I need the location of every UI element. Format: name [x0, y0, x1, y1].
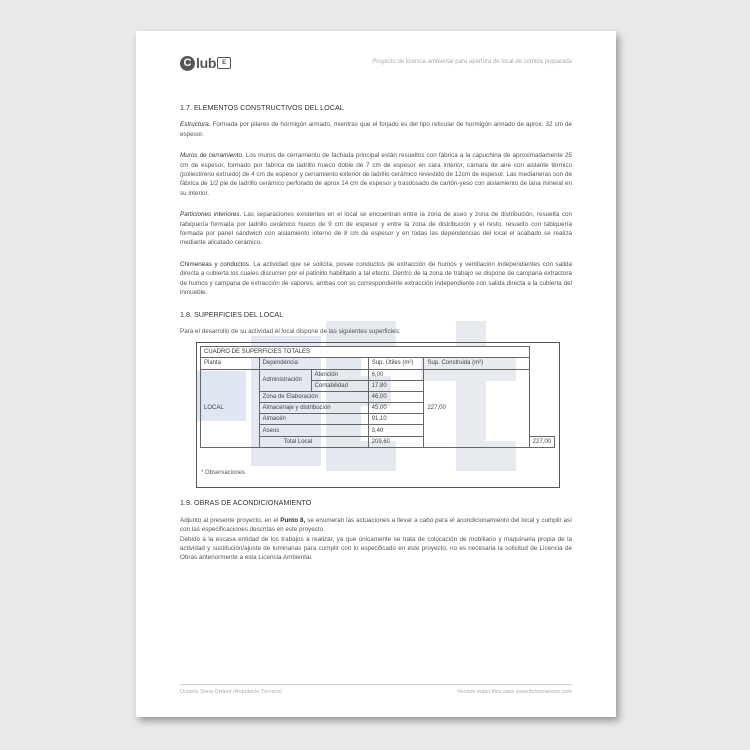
dependencia-elaboracion: Zona de Elaboración — [259, 391, 368, 402]
paragraph-particiones — [180, 210, 572, 248]
section-heading-1-8: 1.8. SUPERFICIES DEL LOCAL — [180, 309, 284, 319]
surfaces-table-box — [196, 342, 560, 488]
header-dependencia: Dependencia — [259, 358, 368, 369]
total-local-label: Total Local — [259, 436, 368, 447]
obras-1-b: se enumeran las actuaciones a llevar a cabo para el acondicionamiento del local y cumplir así con las especificaciones descritas en este proyecto. — [180, 516, 572, 534]
paragraph-superficies-intro: Para el desarrollo de su actividad el local dispone de las siguientes superficies: — [180, 327, 401, 335]
club-logo — [180, 55, 231, 71]
logo-letter: C — [180, 56, 195, 71]
header-planta: Planta — [201, 358, 260, 369]
total-utiles: 209,60 — [368, 436, 424, 447]
table-row — [201, 369, 555, 380]
utiles-contabilidad: 17,80 — [368, 380, 424, 391]
section-heading-1-7: 1.7. ELEMENTOS CONSTRUCTIVOS DEL LOCAL — [180, 103, 344, 112]
surfaces-table — [200, 346, 555, 448]
lead-estructura: Estructura. — [180, 121, 211, 129]
table-observations: * Observaciones — [201, 470, 246, 477]
table-caption-row — [201, 347, 555, 358]
text-muros: Los muros de cerramiento de fachada principal están resueltos con fábrica a la capuchina de aproximadamente 25 cm de espesor, formado por fabrica de ladrillo hueco doble de 7 cm de espesor en cara interior, cámara de aire con aislante térmico (poliestireno extruido) de 4 cm de espesor y cerramiento exterior de ladrillo cerámico revestido de 12cm de espesor. Las medianeras son de fábrica de 1/2 pie de ladrillo cerámico perforado de aprox 14 cm de espesor y trasdosado de cartón-yeso con aislamiento de lana mineral en su interior. — [180, 152, 572, 197]
utiles-aseos: 3,40 — [368, 425, 424, 436]
dependencia-contabilidad: Contabilidad — [311, 380, 368, 391]
lead-particiones: Particiones interiores. — [180, 211, 242, 219]
footer-version: Versión específica para www.fichcrearions.com — [457, 689, 572, 695]
paragraph-chimeneas — [180, 260, 572, 298]
logo-badge: E — [217, 57, 231, 69]
obras-1-bold: Punto 8, — [280, 516, 306, 524]
paragraph-estructura — [180, 120, 572, 139]
dependencia-administracion: Administración — [259, 369, 311, 391]
footer-author: Octavio Sena Orrient (Arquitecto Técnico) — [180, 689, 282, 695]
paragraph-obras-2: Debido a la escasa entidad de los trabajos a realizar, ya que únicamente se trata de colocación de mobiliario y maquinaria propia de la actividad y sustitución/ajuste de luminarias para cumplir con lo especificado en este proyecto, no es necesaria la solicitud de Licencia de Obras anteriormente a esta Licencia Ambiental. — [180, 535, 572, 562]
paragraph-obras-1 — [180, 516, 572, 535]
document-body — [180, 103, 572, 563]
dependencia-aseos: Aseos — [259, 425, 368, 436]
dependencia-almacenaje: Almacenaje y distribución — [259, 403, 368, 414]
dependencia-atencion: Atención — [311, 369, 368, 380]
header-title: Proyecto de licencia ambiental para apertura de local de comida preparada — [372, 59, 572, 65]
page-header — [180, 55, 572, 75]
text-chimeneas: La actividad que se solicita, posee conductos de extracción de humos y ventilación independientes con salida directa a cubierta los cuales discurren por el patinillo habilitado a tal efecto. Dentro de la zona de trabajo se dispone de campana extractora de humos y campana de extracción de vapores, ambas con su correspondiente extracción independiente con salida directa a la cubierta del inmueble. — [180, 260, 573, 297]
utiles-atencion: 6,00 — [368, 369, 424, 380]
utiles-almacenaje: 45,00 — [368, 403, 424, 414]
obras-1-a: Adjunto al presente proyecto, en el — [180, 516, 281, 524]
utiles-almacen: 91,10 — [368, 414, 424, 425]
total-construida: 227,00 — [529, 436, 554, 447]
header-sup-utiles: Sup. Útiles (m²) — [368, 358, 424, 369]
lead-muros: Muros de cerramiento. — [180, 152, 244, 160]
text-estructura: Formada por pilares de hormigón armado, mientras que el forjado es del tipo reticular de hormigón armado de aprox. 32 cm de espesor. — [180, 121, 572, 138]
logo-text: lub — [196, 55, 217, 71]
planta-local: LOCAL — [201, 369, 260, 447]
table-caption: CUADRO DE SUPERFICIES TOTALES — [201, 347, 530, 358]
dependencia-almacen: Almacén — [259, 414, 368, 425]
page-footer — [180, 684, 572, 695]
header-sup-construida: Sup. Construida (m²) — [424, 358, 529, 369]
text-particiones: Las separaciones existentes en el local se encuentran entre la zona de aseo y zona de distribución, resuelta con tabiquería formada por ladrillo cerámico hueco de 9 cm de espesor y entre la zona de distribución y el resto, resuelto con tabiquería formada por panel sándwich con aislamiento interno de 8 cm de espesor y en todas las dependencias del local el acabado se realiza mediante alicatado cerámico. — [180, 211, 573, 247]
document-page — [136, 31, 616, 717]
lead-chimeneas: Chimeneas y conductos. — [180, 260, 251, 268]
table-header-row — [201, 358, 555, 369]
utiles-elaboracion: 46,00 — [368, 391, 424, 402]
section-heading-1-9: 1.9. OBRAS DE ACONDICIONAMIENTO — [180, 498, 312, 508]
paragraph-muros — [180, 151, 572, 198]
construida-local: 227,00 — [424, 369, 529, 447]
